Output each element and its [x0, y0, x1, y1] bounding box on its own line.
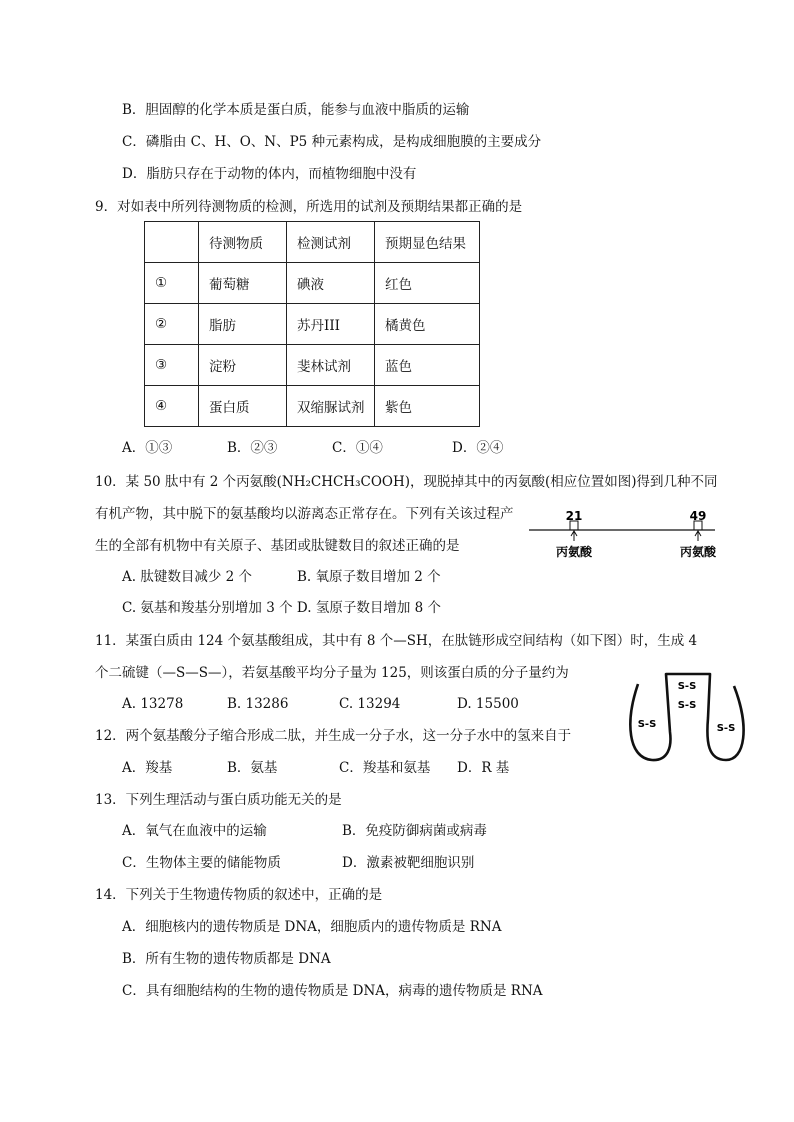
- q14-option-b: B．所有生物的遗传物质都是 DNA: [122, 951, 331, 967]
- q10-stem-line-1: 10．某 50 肽中有 2 个丙氨酸(NH₂CHCH₃COOH)，现脱掉其中的丙氨酸(相应位置如图)得到几种不同: [95, 474, 718, 490]
- position-label-49: 49: [689, 509, 707, 523]
- q8-option-c: C．磷脂由 C、H、O、N、P5 种元素构成，是构成细胞膜的主要成分: [122, 134, 542, 150]
- q8-option-b: B．胆固醇的化学本质是蛋白质，能参与血液中脂质的运输: [122, 102, 470, 118]
- table-header-cell: 检测试剂: [287, 222, 375, 263]
- q13-option-d: D．激素被靶细胞识别: [342, 855, 475, 871]
- table-cell: 葡萄糖: [199, 263, 287, 304]
- q10-stem-line-3: 生的全部有机物中有关原子、基团或肽键数目的叙述正确的是: [95, 538, 460, 554]
- q12-option-c: C．羧基和氨基: [339, 760, 431, 776]
- q9-stem: 9．对如表中所列待测物质的检测，所选用的试剂及预期结果都正确的是: [95, 199, 523, 215]
- disulfide-bond-label: S-S: [677, 700, 697, 711]
- table-cell: 橘黄色: [375, 304, 480, 345]
- table-header-cell: 预期显色结果: [375, 222, 480, 263]
- q11-stem-line-2: 个二硫键（—S—S—），若氨基酸平均分子量为 125，则该蛋白质的分子量约为: [95, 665, 569, 681]
- disulfide-bond-label: S-S: [677, 681, 697, 692]
- q9-table: [144, 221, 480, 427]
- table-cell: ④: [145, 386, 199, 427]
- q13-option-b: B．免疫防御病菌或病毒: [342, 823, 487, 839]
- alanine-label-2: 丙氨酸: [679, 545, 717, 559]
- q12-option-b: B．氨基: [227, 760, 278, 776]
- q11-option-b: B. 13286: [227, 696, 289, 712]
- alanine-label-1: 丙氨酸: [555, 545, 593, 559]
- q11-option-a: A. 13278: [122, 696, 184, 712]
- position-label-21: 21: [565, 509, 583, 523]
- table-row: [145, 345, 480, 386]
- q12-option-a: A．羧基: [122, 760, 173, 776]
- disulfide-bond-label: S-S: [716, 723, 736, 734]
- table-cell: ①: [145, 263, 199, 304]
- table-cell: 双缩脲试剂: [287, 386, 375, 427]
- table-header-cell: [145, 222, 199, 263]
- q9-option-a: A．①③: [122, 440, 173, 456]
- q11-option-d: D. 15500: [457, 696, 519, 712]
- table-cell: 淀粉: [199, 345, 287, 386]
- table-row: [145, 304, 480, 345]
- table-cell: 蓝色: [375, 345, 480, 386]
- q10-option-b: B. 氧原子数目增加 2 个: [297, 569, 441, 585]
- q14-stem: 14．下列关于生物遗传物质的叙述中，正确的是: [95, 887, 383, 903]
- table-header-row: [145, 222, 480, 263]
- q10-option-cd: C. 氨基和羧基分别增加 3 个 D. 氢原子数目增加 8 个: [122, 600, 441, 616]
- q9-option-b: B．②③: [227, 440, 278, 456]
- table-cell: 苏丹III: [287, 304, 375, 345]
- q13-option-c: C．生物体主要的储能物质: [122, 855, 281, 871]
- table-row: [145, 263, 480, 304]
- q11-stem-line-1: 11．某蛋白质由 124 个氨基酸组成，其中有 8 个—SH，在肽链形成空间结构（如下图）时，生成 4: [95, 633, 698, 649]
- table-cell: 蛋白质: [199, 386, 287, 427]
- q10-option-a: A. 肽键数目减少 2 个: [122, 569, 253, 585]
- q13-option-a: A．氧气在血液中的运输: [122, 823, 267, 839]
- q12-option-d: D．R 基: [457, 760, 510, 776]
- table-cell: 红色: [375, 263, 480, 304]
- q11-option-c: C. 13294: [339, 696, 401, 712]
- table-cell: 碘液: [287, 263, 375, 304]
- q12-stem: 12．两个氨基酸分子缩合形成二肽，并生成一分子水，这一分子水中的氢来自于: [95, 728, 572, 744]
- table-cell: 紫色: [375, 386, 480, 427]
- q11-disulfide-diagram: [620, 662, 755, 766]
- table-cell: 斐林试剂: [287, 345, 375, 386]
- q10-stem-line-2: 有机产物，其中脱下的氨基酸均以游离态正常存在。下列有关该过程产: [95, 506, 514, 522]
- table-cell: 脂肪: [199, 304, 287, 345]
- q9-option-c: C．①④: [332, 440, 383, 456]
- table-header-cell: 待测物质: [199, 222, 287, 263]
- q13-stem: 13．下列生理活动与蛋白质功能无关的是: [95, 792, 342, 808]
- q14-option-c: C．具有细胞结构的生物的遗传物质是 DNA，病毒的遗传物质是 RNA: [122, 983, 543, 999]
- q8-option-d: D．脂肪只存在于动物的体内，而植物细胞中没有: [122, 166, 417, 182]
- table-cell: ②: [145, 304, 199, 345]
- table-cell: ③: [145, 345, 199, 386]
- q9-option-d: D．②④: [452, 440, 504, 456]
- table-row: [145, 386, 480, 427]
- q10-peptide-diagram: [525, 505, 725, 563]
- disulfide-bond-label: S-S: [637, 719, 657, 730]
- q14-option-a: A．细胞核内的遗传物质是 DNA，细胞质内的遗传物质是 RNA: [122, 919, 502, 935]
